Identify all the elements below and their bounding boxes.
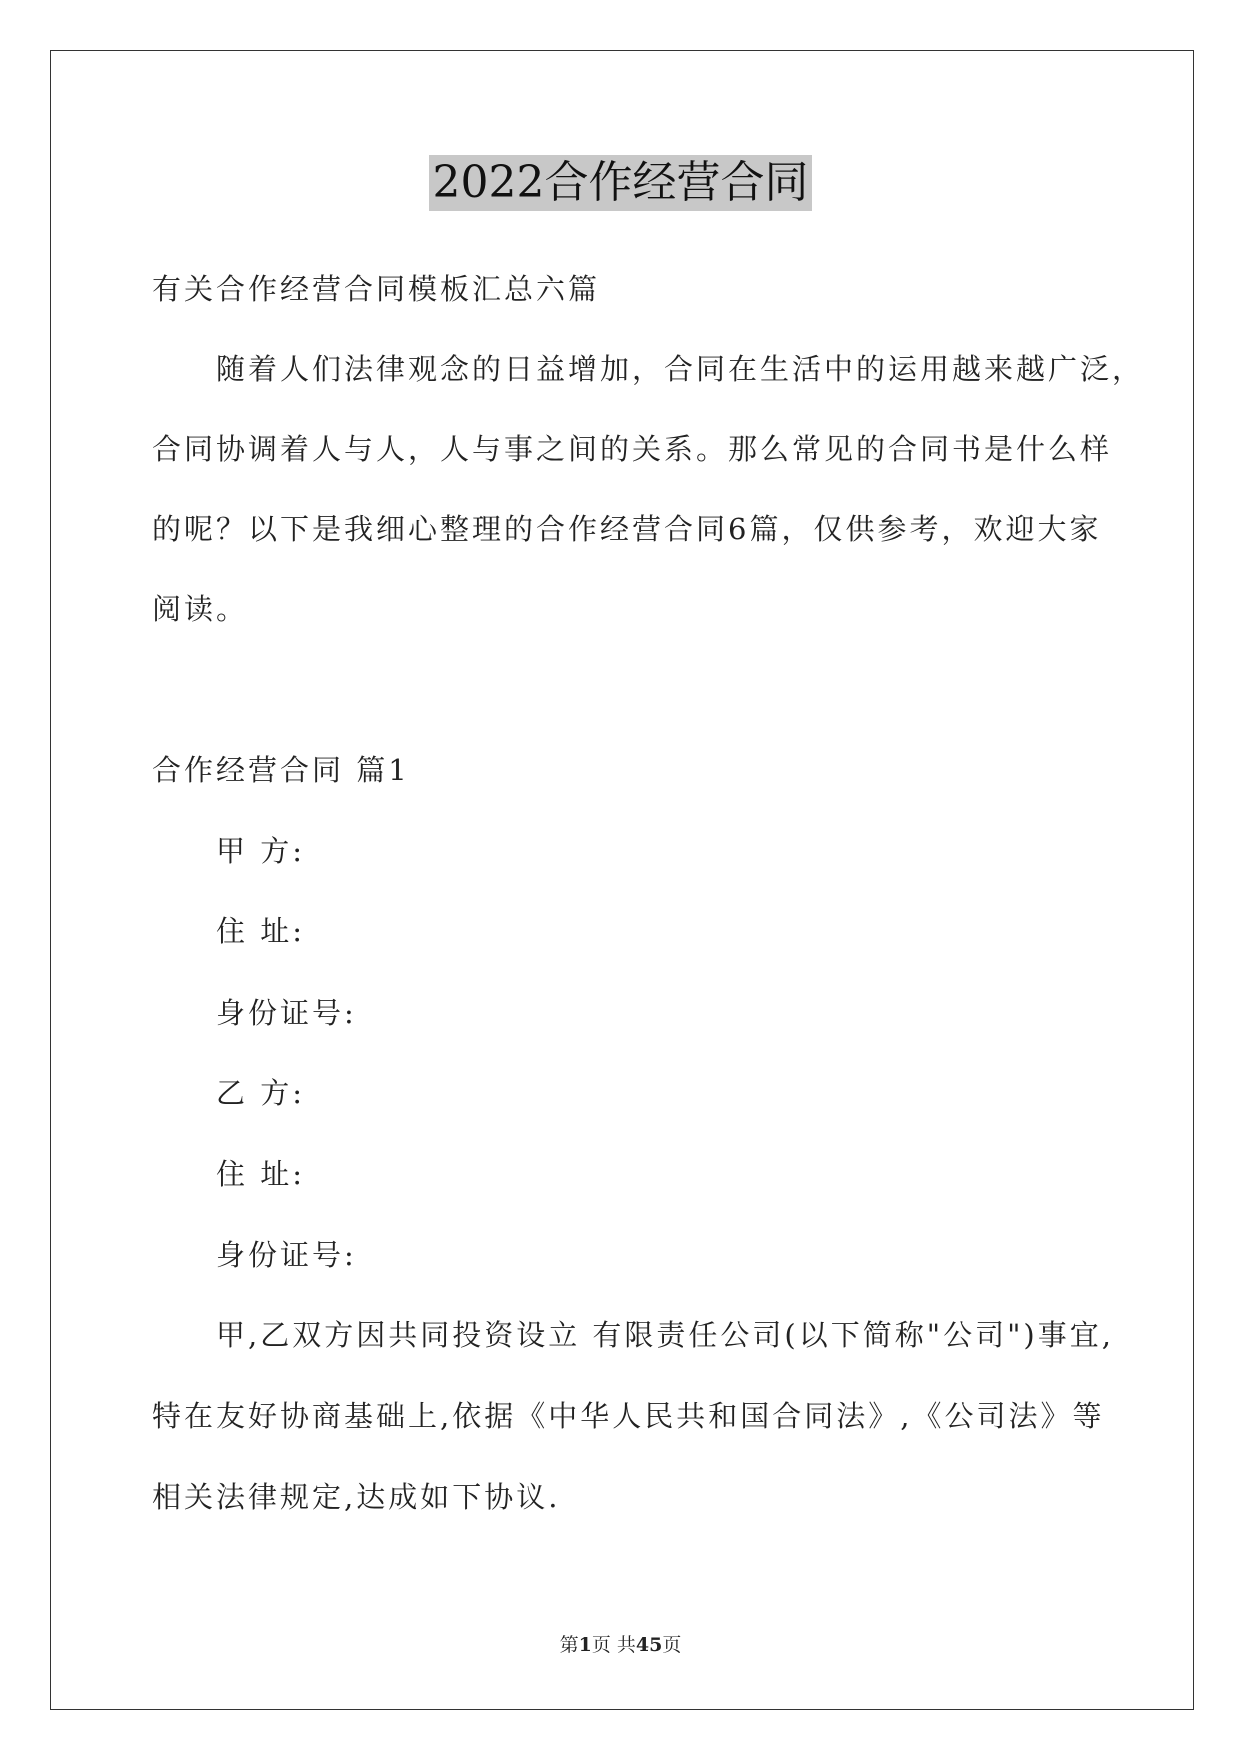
body-line-2: 特在友好协商基础上,依据《中华人民共和国合同法》,《公司法》等 (152, 1399, 1105, 1433)
footer-suffix: 页 (662, 1634, 682, 1656)
document-title: 2022合作经营合同 (429, 155, 813, 211)
section-heading: 合作经营合同 篇1 (152, 753, 410, 787)
party-b-label: 乙 方: (216, 1076, 305, 1110)
body-line-1: 甲,乙双方因共同投资设立 有限责任公司(以下简称"公司")事宜, (216, 1318, 1114, 1352)
body-line-3: 相关法律规定,达成如下协议. (152, 1480, 561, 1514)
footer-total-pages: 45 (635, 1634, 663, 1656)
intro-line-2: 合同协调着人与人，人与事之间的关系。那么常见的合同书是什么样 (152, 432, 1113, 466)
intro-line-4: 阅读。 (152, 592, 249, 626)
party-a-label: 甲 方: (216, 834, 305, 868)
page-footer (0, 1630, 1241, 1657)
footer-prefix: 第 (559, 1634, 579, 1656)
party-b-address-label: 住 址: (216, 1157, 305, 1191)
intro-line-1: 随着人们法律观念的日益增加，合同在生活中的运用越来越广泛， (216, 352, 1145, 386)
party-a-address-label: 住 址: (216, 914, 305, 948)
party-b-id-label: 身份证号: (216, 1238, 357, 1272)
footer-page-number: 1 (578, 1634, 592, 1656)
party-a-id-label: 身份证号: (216, 996, 357, 1030)
intro-line-3: 的呢？以下是我细心整理的合作经营合同6篇，仅供参考，欢迎大家 (152, 512, 1102, 546)
subtitle: 有关合作经营合同模板汇总六篇 (152, 272, 601, 306)
footer-mid: 页 共 (591, 1634, 636, 1656)
title-container (0, 155, 1241, 211)
